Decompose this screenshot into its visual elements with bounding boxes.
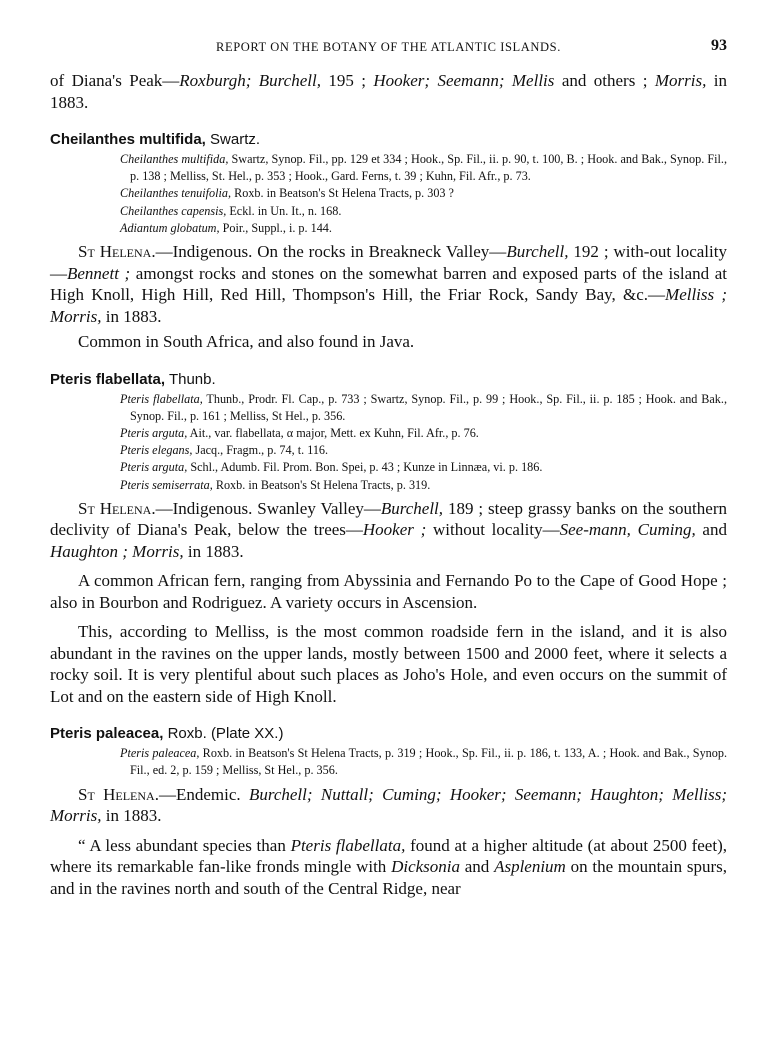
book-page [50,37,727,899]
synonym-entry: Pteris elegans, Jacq., Fragm., p. 74, t. 116. [120,443,329,458]
synonym-entry: Pteris flabellata, Thunb., Prodr. Fl. Cap., p. 733 ; Swartz, Synop. Fil., p. 99 ; Hook., Sp. Fil., ii. p. 185 ; Hook. and Bak., Synop. Fil., p. 161 ; Melliss, St Hel., p. 356. [120,391,727,423]
quotation-paragraph-paleacea: “ A less abundant species than Pteris flabellata, found at a higher altitude (at about 2500 feet), where its remarkable fan-like fronds mingle with Dicksonia and Asplenium on the mountain spurs, and in the ravines north and south of the Central Ridge, near [50,835,727,898]
synonym-entry: Pteris arguta, Ait., var. flabellata, α major, Mett. ex Kuhn, Fil. Afr., p. 76. [120,425,479,440]
synonym-entry: Cheilanthes tenuifolia, Roxb. in Beatson's St Helena Tracts, p. 303 ? [120,186,454,201]
synonym-entry: Pteris arguta, Schl., Adumb. Fil. Prom. Bon. Spei, p. 43 ; Kunze in Linnæa, vi. p. 186. [120,460,543,475]
species-heading-cheilanthes-multifida: Cheilanthes multifida, Swartz. [50,131,261,148]
synonym-list-flabellata [50,391,727,494]
species-heading-pteris-flabellata: Pteris flabellata, Thunb. [50,370,216,388]
notes-paragraph-flabellata: This, according to Melliss, is the most common roadside fern in the island, and it is also abundant in the ravines on the upper lands, mostly between 1500 and 2000 feet, where it selects a rocky soil. It is very plentiful about such places as Joho's Hole, and even occurs on the summit of Lot and on the eastern side of High Knoll. [50,622,727,706]
synonym-entry: Pteris semiserrata, Roxb. in Beatson's St Helena Tracts, p. 319. [120,477,431,492]
synonym-entry: Cheilanthes capensis, Eckl. in Un. It., n. 168. [120,203,342,218]
habitat-paragraph-paleacea: St Helena.—Endemic. Burchell; Nuttall; Cuming; Hooker; Seemann; Haughton; Melliss; Morris, in 1883. [50,784,727,826]
carryover-paragraph: of Diana's Peak—Roxburgh; Burchell, 195 ; Hooker; Seemann; Mellis and others ; Morris, in 1883. [50,71,727,112]
distribution-paragraph-cheilanthes: Common in South Africa, and also found in Java. [78,332,415,352]
synonym-list-paleacea [50,745,727,779]
synonym-list-cheilanthes [50,151,727,237]
distribution-paragraph-flabellata: A common African fern, ranging from Abyssinia and Fernando Po to the Cape of Good Hope ; also in Bourbon and Rodriguez. A variety occurs in Ascension. [50,571,727,612]
habitat-paragraph-cheilanthes: St Helena.—Indigenous. On the rocks in Breakneck Valley—Burchell, 192 ; with-out locality—Bennett ; amongst rocks and stones on the somewhat barren and exposed parts of the island at High Knoll, High Hill, Red Hill, Thompson's Hill, the Friar Rock, Sandy Bay, &c.—Melliss ; Morris, in 1883. [50,242,727,326]
page-number: 93 [711,37,727,54]
species-heading-pteris-paleacea: Pteris paleacea, Roxb. (Plate XX.) [50,725,284,743]
running-head-title: REPORT ON THE BOTANY OF THE ATLANTIC ISLANDS. [216,40,561,54]
synonym-entry: Pteris paleacea, Roxb. in Beatson's St Helena Tracts, p. 319 ; Hook., Sp. Fil., ii. p. 186, t. 133, A. ; Hook. and Bak., Synop. Fil., ed. 2, p. 159 ; Melliss, St Hel., p. 356. [120,746,727,778]
synonym-entry: Adiantum globatum, Poir., Suppl., i. p. 144. [120,220,332,235]
synonym-entry: Cheilanthes multifida, Swartz, Synop. Fil., pp. 129 et 334 ; Hook., Sp. Fil., ii. p. 90, t. 100, B. ; Hook. and Bak., Synop. Fil., p. 138 ; Melliss, St. Hel., p. 353 ; Hook., Gard. Ferns, t. 39 ; Kuhn, Fil. Afr., p. 73. [120,152,727,184]
habitat-paragraph-flabellata: St Helena.—Indigenous. Swanley Valley—Burchell, 189 ; steep grassy banks on the southern declivity of Diana's Peak, below the trees—Hooker ; without locality—See-mann, Cuming, and Haughton ; Morris, in 1883. [50,498,727,561]
running-head [50,37,727,62]
